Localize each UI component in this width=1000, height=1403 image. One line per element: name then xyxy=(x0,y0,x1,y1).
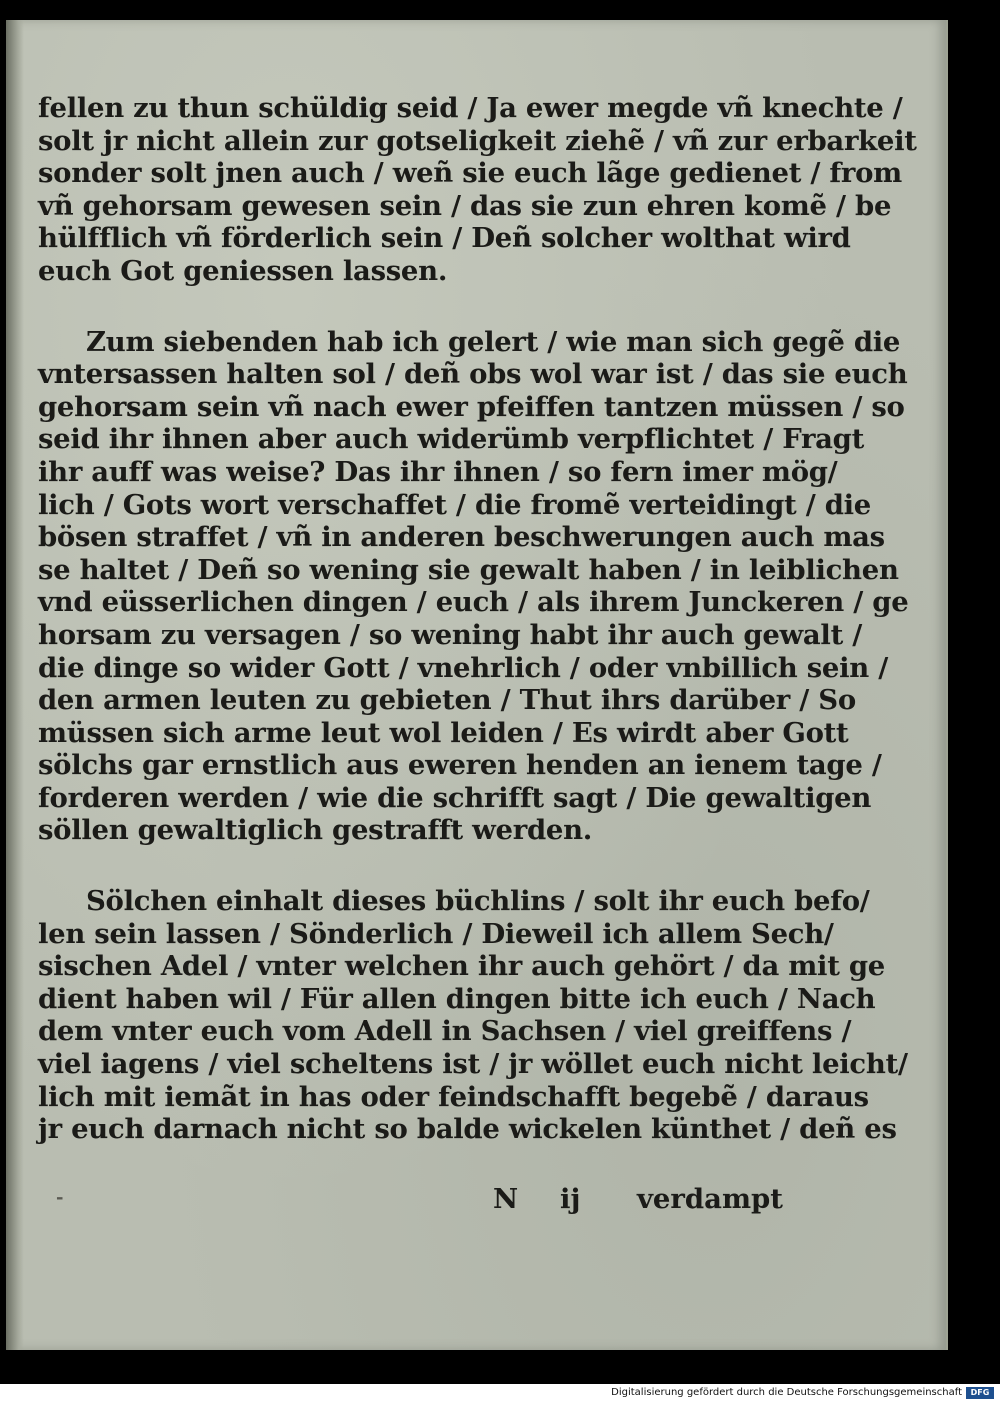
text-line: Zum siebenden hab ich gelert / wie man sich gegẽ die xyxy=(86,325,901,358)
text-line: vntersassen halten sol / deñ obs wol war ist / das sie euch xyxy=(38,358,908,391)
text-line: sonder solt jnen auch / weñ sie euch lãge gedienet / from xyxy=(38,157,902,190)
text-line: euch Got geniessen lassen. xyxy=(38,254,448,287)
text-line: dient haben wil / Für allen dingen bitte ich euch / Nach xyxy=(38,982,876,1015)
paragraph-3 xyxy=(38,885,908,1146)
text-line: gehorsam sein vñ nach ewer pfeiffen tantzen müssen / so xyxy=(38,390,905,423)
text-line: dem vnter euch vom Adell in Sachsen / viel greiffens / xyxy=(38,1015,852,1048)
text-line: lich mit iemãt in has oder feindschafft begebẽ / daraus xyxy=(38,1080,869,1113)
text-line: len sein lassen / Sönderlich / Dieweil ich allem Sech/ xyxy=(38,917,834,950)
page-text xyxy=(38,92,917,1146)
text-line: die dinge so wider Gott / vnehrlich / oder vnbillich sein / xyxy=(38,651,888,684)
text-line: Sölchen einhalt dieses büchlins / solt ihr euch befo/ xyxy=(86,885,870,918)
text-line: viel iagens / viel scheltens ist / jr wöllet euch nicht leicht/ xyxy=(38,1048,908,1081)
text-line: hülfflich vñ förderlich sein / Deñ solcher wolthat wird xyxy=(38,222,851,255)
dfg-logo-icon: DFG xyxy=(966,1387,994,1399)
page-gutter xyxy=(6,20,24,1350)
text-line: bösen straffet / vñ in anderen beschwerungen auch mas xyxy=(38,521,885,554)
signature-mark: N xyxy=(493,1183,519,1215)
text-line: se haltet / Deñ so wening sie gewalt haben / in leiblichen xyxy=(38,553,899,586)
text-line: sischen Adel / vnter welchen ihr auch gehört / da mit ge xyxy=(38,950,886,983)
paragraph-2 xyxy=(38,325,909,848)
signature-number: ij xyxy=(560,1183,581,1215)
text-line: vñ gehorsam gewesen sein / das sie zun ehren komẽ / be xyxy=(38,189,892,222)
margin-mark: - xyxy=(56,1187,64,1208)
signature-line xyxy=(38,1183,783,1219)
paragraph-1 xyxy=(38,92,917,288)
text-line: forderen werden / wie die schrifft sagt / Die gewaltigen xyxy=(38,781,872,814)
text-line: lich / Gots wort verschaffet / die fromẽ verteidingt / die xyxy=(38,488,871,521)
text-line: den armen leuten zu gebieten / Thut ihrs darüber / So xyxy=(38,684,856,717)
text-line: sölchs gar ernstlich aus eweren henden an ienem tage / xyxy=(38,749,882,782)
text-line: fellen zu thun schüldig seid / Ja ewer megde vñ knechte / xyxy=(38,92,903,124)
footer-bar xyxy=(0,1384,1000,1403)
text-line: jr euch darnach nicht so balde wickelen künthet / deñ es xyxy=(38,1113,897,1146)
catchword: verdampt xyxy=(636,1183,783,1215)
text-line: müssen sich arme leut wol leiden / Es wirdt aber Gott xyxy=(38,716,849,749)
text-line: söllen gewaltiglich gestrafft werden. xyxy=(38,814,593,847)
text-line: horsam zu versagen / so wening habt ihr auch gewalt / xyxy=(38,618,862,651)
funding-credit: Digitalisierung gefördert durch die Deutsche Forschungsgemeinschaft xyxy=(611,1387,962,1398)
text-line: seid ihr ihnen aber auch widerümb verpflichtet / Fragt xyxy=(38,423,865,456)
text-line: solt jr nicht allein zur gotseligkeit ziehẽ / vñ zur erbarkeit xyxy=(38,124,917,157)
text-line: ihr auff was weise? Das ihr ihnen / so fern imer mög/ xyxy=(38,455,838,488)
text-line: vnd eüsserlichen dingen / euch / als ihrem Junckeren / ge xyxy=(38,586,909,619)
